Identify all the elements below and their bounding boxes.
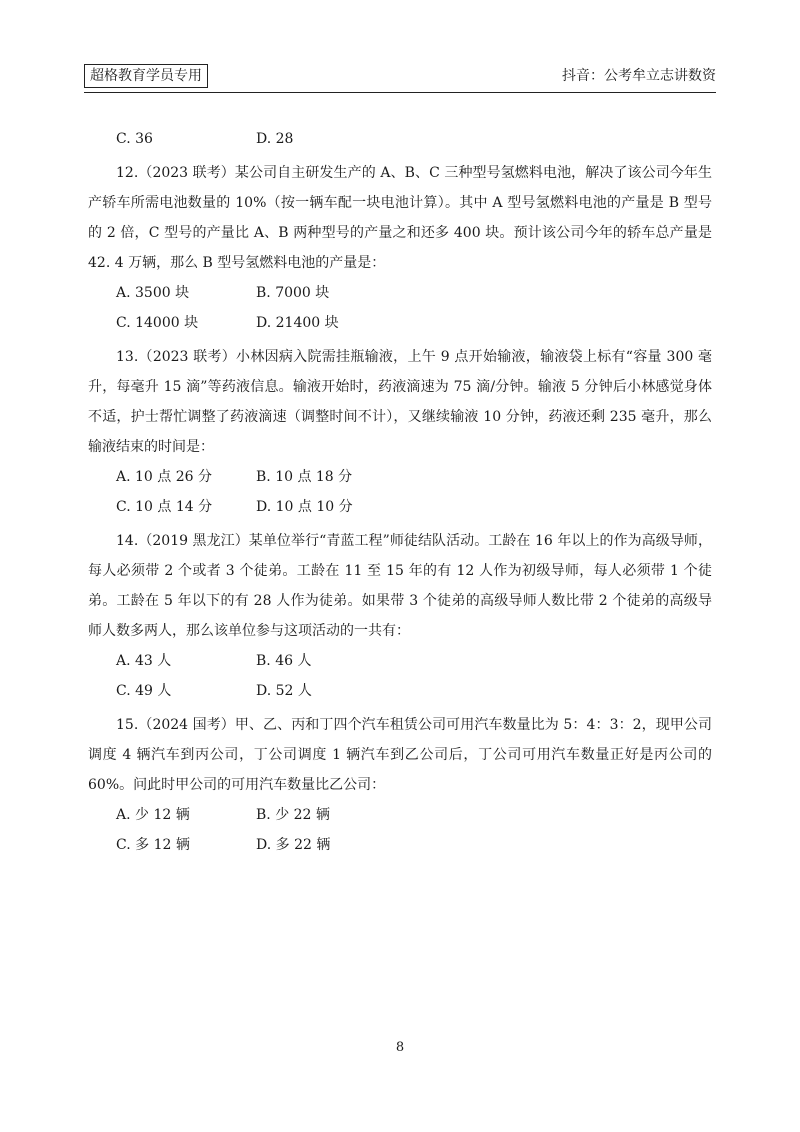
- option-d: D. 10 点 10 分: [256, 499, 353, 515]
- question-13: 13.（2023 联考）小林因病入院需挂瓶输液，上午 9 点开始输液，输液袋上标有“容量 300 毫升，每毫升 15 滴”等药液信息。输液开始时，药液滴速为 75 滴/分钟。输液 5 分钟后小林感觉身体不适，护士帮忙调整了药液滴速（调整时间不计），又继续输液 10 分钟，药液还剩 235 毫升，那么输液结束的时间是：: [88, 349, 712, 455]
- question-13-options-row-2: [116, 496, 712, 518]
- option-a: A. 10 点 26 分: [116, 469, 212, 485]
- question-12: 12.（2023 联考）某公司自主研发生产的 A、B、C 三种型号氢燃料电池，解决了该公司今年生产轿车所需电池数量的 10%（按一辆车配一块电池计算）。其中 A 型号氢燃料电池的产量是 B 型号的 2 倍，C 型号的产量比 A、B 两种型号的产量之和还多 400 块。预计该公司今年的轿车总产量是 42. 4 万辆，那么 B 型号氢燃料电池的产量是：: [88, 165, 712, 271]
- question-14-options-row-2: [116, 680, 712, 702]
- carryover-options: [116, 128, 712, 150]
- page-number: 8: [395, 1040, 405, 1055]
- question-14-options-row-1: [116, 650, 712, 672]
- question-13-options-row-1: [116, 466, 712, 488]
- question-12-options-row-2: [116, 312, 712, 334]
- option-a: A. 43 人: [116, 653, 172, 669]
- option-c: C. 49 人: [116, 683, 172, 699]
- question-15: 15.（2024 国考）甲、乙、丙和丁四个汽车租赁公司可用汽车数量比为 5：4：3：2，现甲公司调度 4 辆汽车到丙公司，丁公司调度 1 辆汽车到乙公司后，丁公司可用汽车数量正好是丙公司的 60%。问此时甲公司的可用汽车数量比乙公司：: [88, 717, 712, 793]
- option-d: D. 28: [256, 131, 294, 147]
- question-15-options-row-1: [116, 804, 712, 826]
- option-c: C. 36: [116, 131, 153, 147]
- option-b: B. 10 点 18 分: [256, 469, 353, 485]
- header-author: 抖音：公考牟立志讲数资: [562, 68, 716, 84]
- option-c: C. 10 点 14 分: [116, 499, 213, 515]
- question-15-options-row-2: [116, 834, 712, 856]
- option-c: C. 多 12 辆: [116, 837, 190, 853]
- question-list: [88, 128, 712, 864]
- option-b: B. 少 22 辆: [256, 807, 330, 823]
- option-d: D. 21400 块: [256, 315, 339, 331]
- option-a: A. 少 12 辆: [116, 807, 190, 823]
- question-14: 14.（2019 黑龙江）某单位举行“青蓝工程”师徒结队活动。工龄在 16 年以上的作为高级导师，每人必须带 2 个或者 3 个徒弟。工龄在 11 至 15 年的有 12 人作为初级导师，每人必须带 1 个徒弟。工龄在 5 年以下的有 28 人作为徒弟。如果带 3 个徒弟的高级导师人数比带 2 个徒弟的高级导师人数多两人，那么该单位参与这项活动的一共有：: [88, 533, 712, 639]
- header-badge: 超格教育学员专用: [84, 64, 208, 88]
- option-d: D. 52 人: [256, 683, 312, 699]
- option-d: D. 多 22 辆: [256, 837, 331, 853]
- question-12-options-row-1: [116, 282, 712, 304]
- option-b: B. 46 人: [256, 653, 312, 669]
- option-b: B. 7000 块: [256, 285, 330, 301]
- header-divider: [84, 92, 716, 93]
- option-a: A. 3500 块: [116, 285, 190, 301]
- option-c: C. 14000 块: [116, 315, 199, 331]
